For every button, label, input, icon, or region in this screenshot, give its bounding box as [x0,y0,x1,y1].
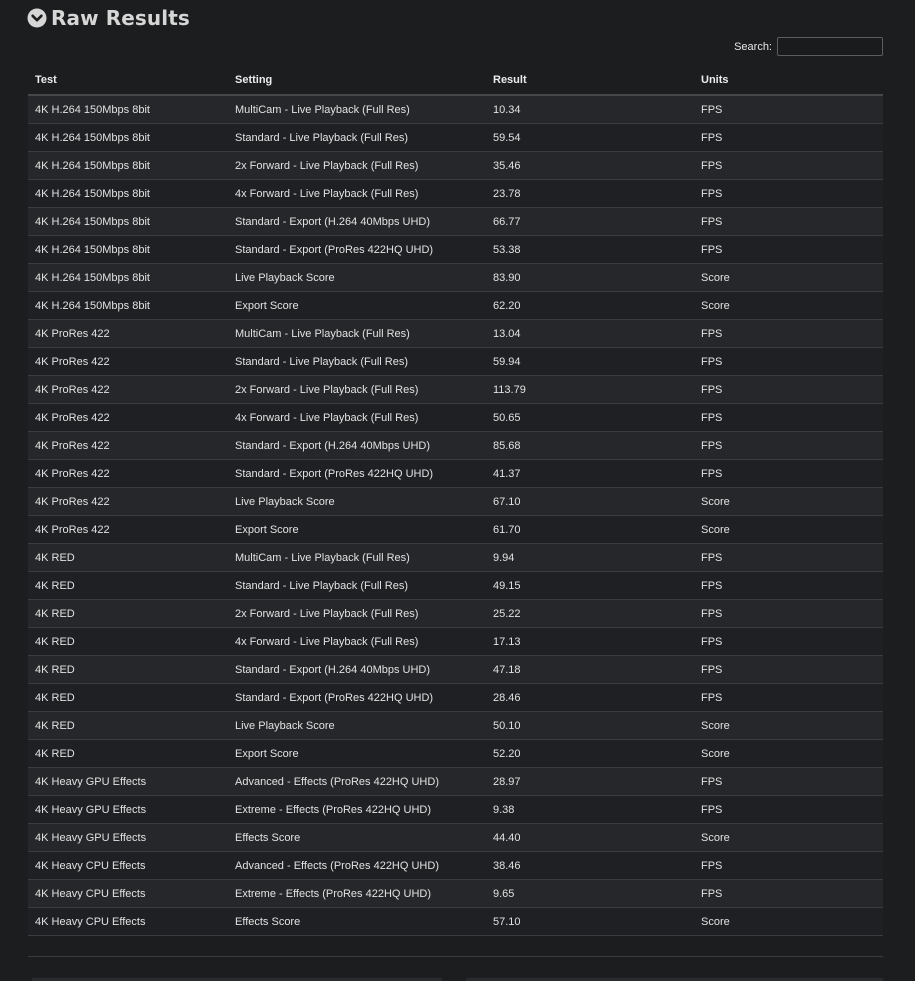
cell-units: FPS [694,432,883,460]
table-row [28,572,883,600]
cell-setting: Standard - Live Playback (Full Res) [228,124,486,152]
cell-result: 17.13 [486,628,694,656]
table-row [28,488,883,516]
cell-units: FPS [694,684,883,712]
cell-setting: 2x Forward - Live Playback (Full Res) [228,376,486,404]
cell-setting: Standard - Export (ProRes 422HQ UHD) [228,460,486,488]
cell-test: 4K Heavy CPU Effects [28,880,228,908]
cell-setting: Extreme - Effects (ProRes 422HQ UHD) [228,796,486,824]
cell-result: 66.77 [486,208,694,236]
cell-units: FPS [694,348,883,376]
cell-result: 53.38 [486,236,694,264]
cell-result: 62.20 [486,292,694,320]
cell-test: 4K RED [28,544,228,572]
cell-units: Score [694,712,883,740]
cell-test: 4K H.264 150Mbps 8bit [28,236,228,264]
table-row [28,684,883,712]
cell-result: 23.78 [486,180,694,208]
cell-test: 4K H.264 150Mbps 8bit [28,95,228,124]
cell-units: Score [694,488,883,516]
cell-setting: Standard - Export (ProRes 422HQ UHD) [228,236,486,264]
cell-units: FPS [694,572,883,600]
cell-units: Score [694,264,883,292]
cell-result: 59.54 [486,124,694,152]
cell-units: FPS [694,768,883,796]
cell-result: 59.94 [486,348,694,376]
cell-setting: Standard - Live Playback (Full Res) [228,348,486,376]
cell-test: 4K ProRes 422 [28,320,228,348]
cell-setting: Export Score [228,740,486,768]
cell-units: FPS [694,852,883,880]
cell-test: 4K ProRes 422 [28,488,228,516]
cell-test: 4K Heavy CPU Effects [28,852,228,880]
table-row [28,544,883,572]
table-row [28,320,883,348]
cell-setting: Advanced - Effects (ProRes 422HQ UHD) [228,768,486,796]
table-row [28,908,883,936]
cell-setting: Live Playback Score [228,712,486,740]
table-row [28,236,883,264]
cell-setting: Standard - Export (H.264 40Mbps UHD) [228,656,486,684]
cell-test: 4K H.264 150Mbps 8bit [28,152,228,180]
cell-result: 35.46 [486,152,694,180]
cell-test: 4K H.264 150Mbps 8bit [28,124,228,152]
cell-result: 28.97 [486,768,694,796]
cell-units: FPS [694,796,883,824]
cell-test: 4K ProRes 422 [28,404,228,432]
cell-units: FPS [694,152,883,180]
cell-test: 4K Heavy GPU Effects [28,796,228,824]
cell-test: 4K ProRes 422 [28,516,228,544]
results-table-body [28,95,883,936]
cell-result: 47.18 [486,656,694,684]
cell-test: 4K RED [28,740,228,768]
cell-test: 4K ProRes 422 [28,432,228,460]
cell-result: 50.10 [486,712,694,740]
table-header-row [28,66,883,95]
table-row [28,152,883,180]
cell-setting: MultiCam - Live Playback (Full Res) [228,95,486,124]
table-row [28,628,883,656]
cell-units: FPS [694,180,883,208]
cell-result: 50.65 [486,404,694,432]
table-row [28,740,883,768]
cell-test: 4K H.264 150Mbps 8bit [28,180,228,208]
column-header-test[interactable]: Test [28,66,228,95]
cell-test: 4K RED [28,684,228,712]
cell-result: 57.10 [486,908,694,936]
cell-units: FPS [694,628,883,656]
cell-units: FPS [694,656,883,684]
cell-test: 4K ProRes 422 [28,376,228,404]
cell-units: Score [694,292,883,320]
table-row [28,404,883,432]
table-row [28,768,883,796]
section-title: Raw Results [51,6,190,30]
cell-units: FPS [694,544,883,572]
cell-test: 4K RED [28,628,228,656]
cell-units: FPS [694,208,883,236]
cell-units: FPS [694,376,883,404]
section-header[interactable] [27,4,190,32]
cell-result: 61.70 [486,516,694,544]
cell-result: 44.40 [486,824,694,852]
cell-result: 41.37 [486,460,694,488]
cell-setting: MultiCam - Live Playback (Full Res) [228,544,486,572]
cell-test: 4K RED [28,572,228,600]
table-row [28,656,883,684]
cell-setting: Live Playback Score [228,264,486,292]
cell-units: Score [694,516,883,544]
table-row [28,292,883,320]
column-header-result[interactable]: Result [486,66,694,95]
cell-setting: 4x Forward - Live Playback (Full Res) [228,180,486,208]
cell-setting: Effects Score [228,908,486,936]
search-label: Search: [734,40,772,53]
cell-setting: Extreme - Effects (ProRes 422HQ UHD) [228,880,486,908]
table-row [28,180,883,208]
cell-result: 85.68 [486,432,694,460]
cell-test: 4K Heavy CPU Effects [28,908,228,936]
table-row [28,600,883,628]
table-row [28,460,883,488]
search-input[interactable] [777,37,883,56]
cell-result: 13.04 [486,320,694,348]
results-table [28,66,883,936]
cell-result: 25.22 [486,600,694,628]
table-row [28,712,883,740]
table-row [28,95,883,124]
table-footer-divider [28,956,883,957]
cell-setting: Standard - Live Playback (Full Res) [228,572,486,600]
table-row [28,796,883,824]
cell-units: FPS [694,95,883,124]
cell-setting: Live Playback Score [228,488,486,516]
cell-result: 113.79 [486,376,694,404]
cell-result: 9.38 [486,796,694,824]
cell-units: FPS [694,124,883,152]
column-header-setting[interactable]: Setting [228,66,486,95]
table-row [28,208,883,236]
cell-test: 4K ProRes 422 [28,460,228,488]
table-row [28,376,883,404]
cell-setting: Export Score [228,516,486,544]
cell-result: 38.46 [486,852,694,880]
cell-units: FPS [694,600,883,628]
cell-units: Score [694,908,883,936]
cell-test: 4K Heavy GPU Effects [28,824,228,852]
cell-units: FPS [694,320,883,348]
cell-setting: Advanced - Effects (ProRes 422HQ UHD) [228,852,486,880]
cell-result: 9.94 [486,544,694,572]
cell-units: Score [694,824,883,852]
table-row [28,432,883,460]
search-control [734,37,883,56]
cell-test: 4K Heavy GPU Effects [28,768,228,796]
cell-result: 49.15 [486,572,694,600]
cell-setting: Standard - Export (H.264 40Mbps UHD) [228,208,486,236]
chevron-down-circle-icon[interactable] [27,8,47,28]
cell-setting: MultiCam - Live Playback (Full Res) [228,320,486,348]
cell-test: 4K RED [28,712,228,740]
table-row [28,824,883,852]
cell-setting: 2x Forward - Live Playback (Full Res) [228,152,486,180]
column-header-units[interactable]: Units [694,66,883,95]
cell-units: FPS [694,236,883,264]
cell-test: 4K H.264 150Mbps 8bit [28,208,228,236]
cell-test: 4K RED [28,600,228,628]
cell-setting: Export Score [228,292,486,320]
table-row [28,852,883,880]
cell-setting: 4x Forward - Live Playback (Full Res) [228,628,486,656]
table-row [28,264,883,292]
cell-setting: 4x Forward - Live Playback (Full Res) [228,404,486,432]
cell-test: 4K RED [28,656,228,684]
cell-setting: 2x Forward - Live Playback (Full Res) [228,600,486,628]
table-row [28,880,883,908]
table-row [28,124,883,152]
cell-units: FPS [694,880,883,908]
cell-result: 9.65 [486,880,694,908]
table-row [28,348,883,376]
cell-units: FPS [694,460,883,488]
cell-test: 4K H.264 150Mbps 8bit [28,264,228,292]
cell-setting: Effects Score [228,824,486,852]
table-row [28,516,883,544]
cell-result: 83.90 [486,264,694,292]
cell-result: 28.46 [486,684,694,712]
cell-result: 52.20 [486,740,694,768]
cell-test: 4K H.264 150Mbps 8bit [28,292,228,320]
cell-result: 67.10 [486,488,694,516]
cell-setting: Standard - Export (ProRes 422HQ UHD) [228,684,486,712]
cell-test: 4K ProRes 422 [28,348,228,376]
cell-result: 10.34 [486,95,694,124]
cell-setting: Standard - Export (H.264 40Mbps UHD) [228,432,486,460]
cell-units: Score [694,740,883,768]
cell-units: FPS [694,404,883,432]
